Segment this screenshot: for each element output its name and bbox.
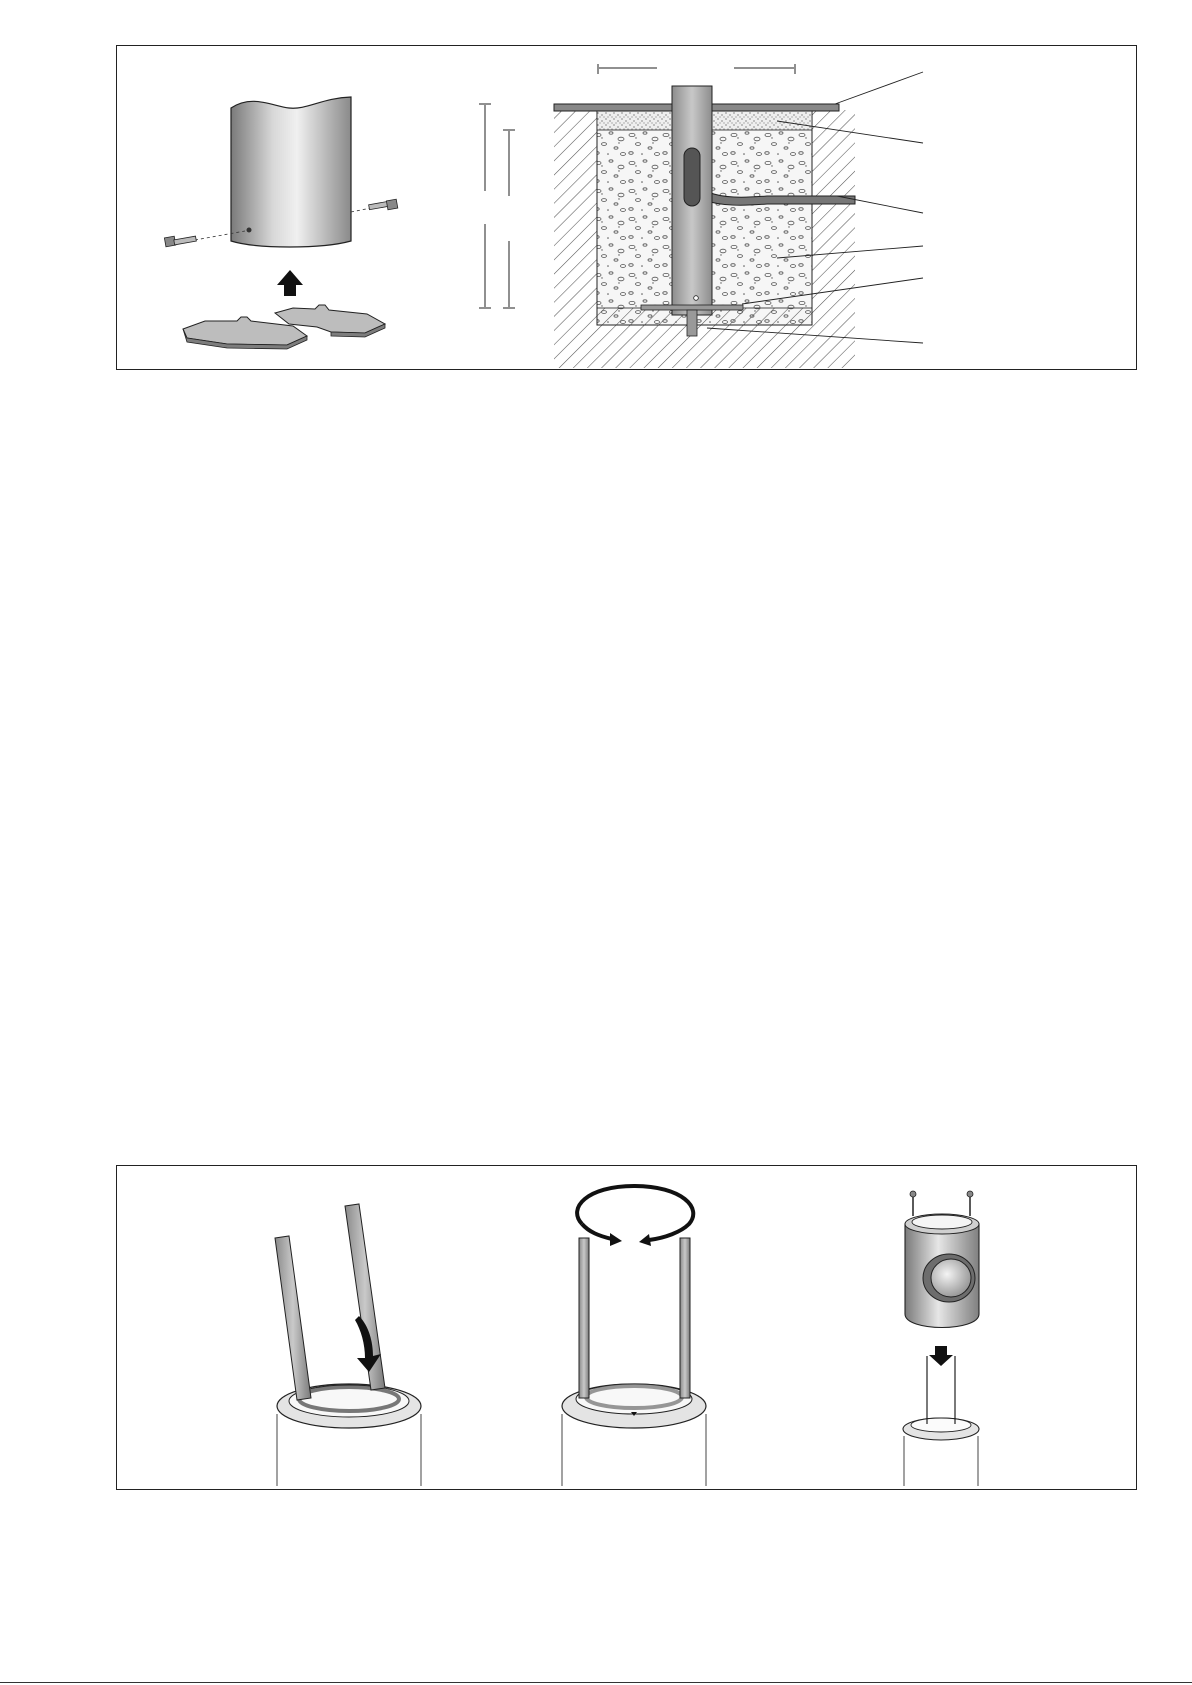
cover-tube bbox=[231, 97, 351, 247]
rod-right bbox=[680, 1238, 690, 1398]
anchor-plate bbox=[641, 305, 743, 310]
lens bbox=[931, 1259, 971, 1297]
step-mount-head bbox=[903, 1191, 979, 1486]
footer-rule bbox=[0, 1682, 1192, 1683]
bottom-figure-svg bbox=[117, 1166, 1138, 1491]
tube-screw-hole bbox=[247, 228, 252, 233]
screw-right bbox=[351, 199, 398, 212]
installation-diagram-top bbox=[116, 45, 1137, 370]
rod-left bbox=[579, 1238, 589, 1398]
arrow-up-icon bbox=[277, 270, 303, 296]
earth-rod bbox=[687, 310, 697, 336]
dimension-width bbox=[598, 64, 795, 74]
rod-left bbox=[275, 1236, 311, 1400]
arrow-down-icon bbox=[929, 1346, 953, 1366]
dimension-depth-inner bbox=[503, 130, 515, 308]
installation-diagram-bottom bbox=[116, 1165, 1137, 1490]
foundation-cross-section bbox=[479, 64, 923, 368]
step-rotate-rods bbox=[562, 1186, 706, 1486]
cover-tube-figure bbox=[164, 97, 397, 349]
step-insert-rods bbox=[275, 1204, 421, 1486]
dimension-depth-outer bbox=[479, 104, 491, 308]
top-figure-svg bbox=[117, 46, 1138, 371]
cable-entry-slot bbox=[684, 148, 700, 206]
